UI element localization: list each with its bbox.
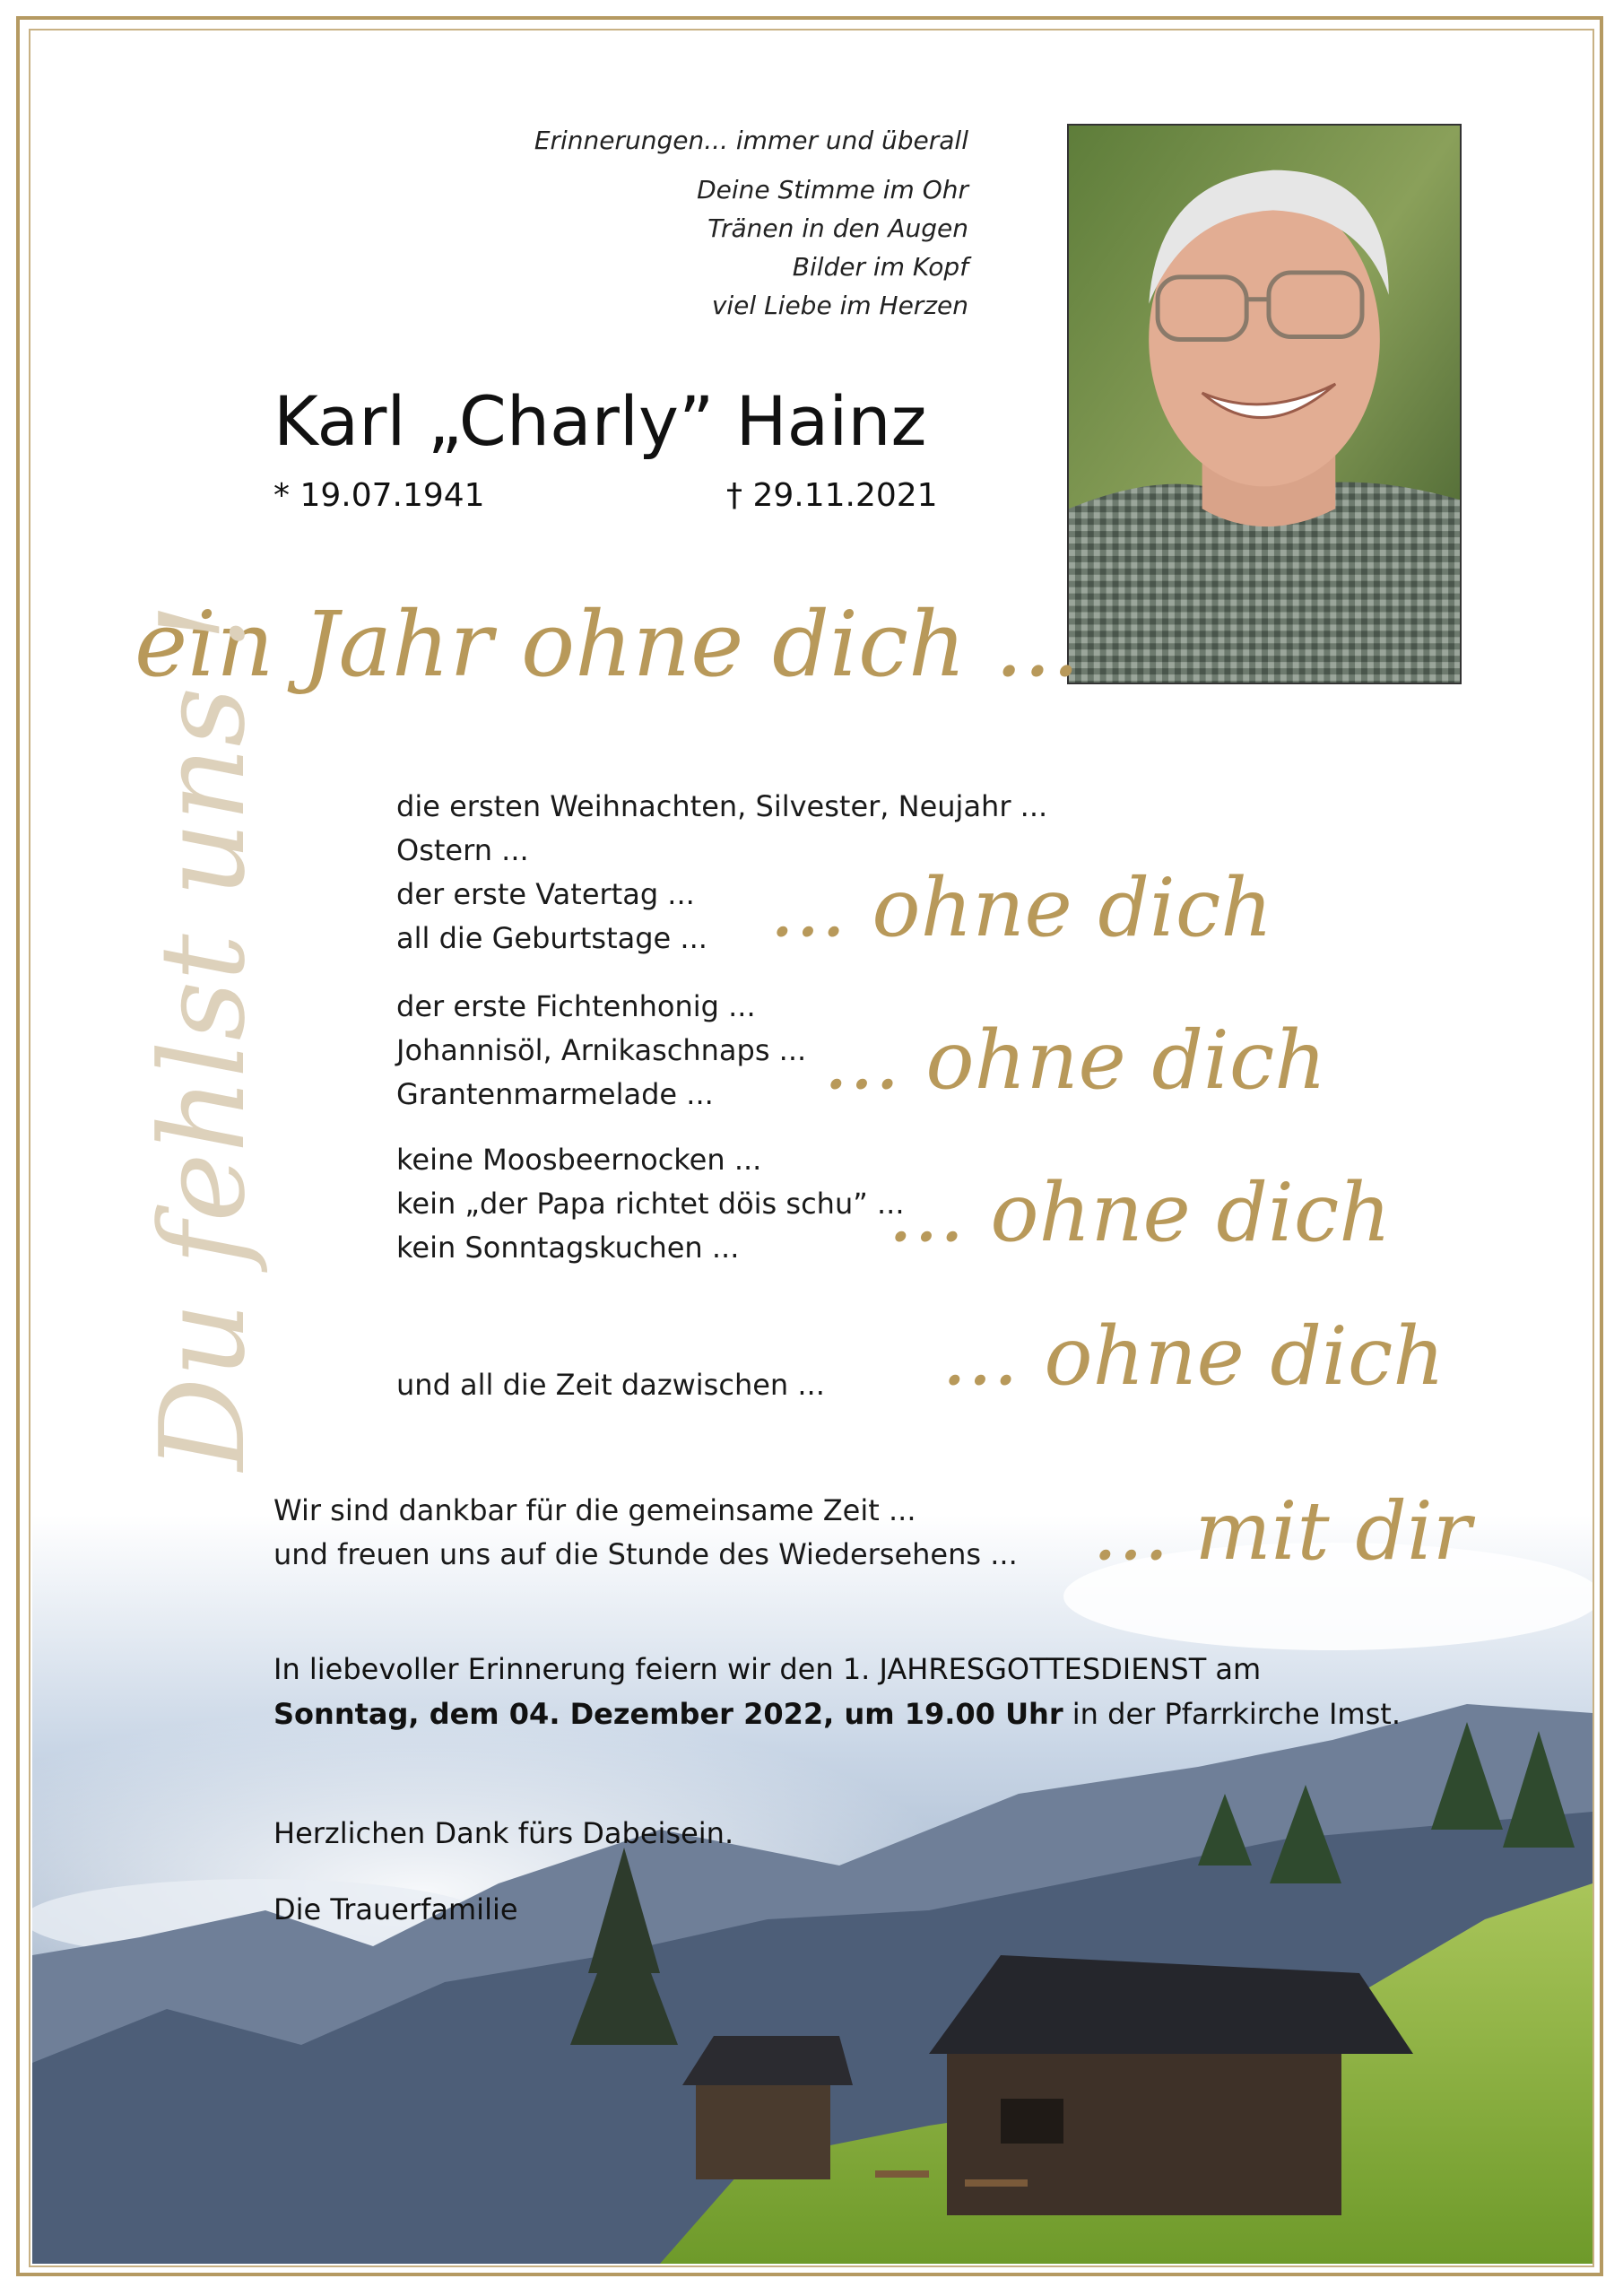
stanza-line: Ostern ... [396,833,529,867]
portrait-photo [1067,124,1462,684]
stanza-4 [396,1363,825,1407]
stanza-line: der erste Fichtenhonig ... [396,989,756,1023]
stanza-2 [396,985,806,1117]
closing-thanks: Herzlichen Dank fürs Dabeisein. [273,1816,734,1850]
birth-date: * 19.07.1941 [273,477,485,514]
mit-dir: ... mit dir [1092,1484,1471,1578]
poem [534,121,968,325]
thanks-line: Wir sind dankbar für die gemeinsame Zeit ... [273,1493,916,1527]
stanza-line: Johannisöl, Arnikaschnaps ... [396,1033,807,1067]
death-date: † 29.11.2021 [726,477,938,514]
deceased-name: Karl „Charly” Hainz [273,381,927,461]
thanks-line: und freuen uns auf die Stunde des Wiedersehens ... [273,1537,1018,1571]
service-location: in der Pfarrkirche Imst. [1063,1697,1401,1731]
ohne-dich-4: ... ohne dich [942,1309,1445,1404]
thanks-text [273,1489,1018,1577]
ohne-dich-1: ... ohne dich [769,861,1273,955]
stanza-line: und all die Zeit dazwischen ... [396,1368,825,1402]
headline: ein Jahr ohne dich ... [135,592,1081,697]
poem-first-line: Erinnerungen... immer und überall [534,126,968,155]
ohne-dich-2: ... ohne dich [823,1013,1327,1108]
service-line-1: In liebevoller Erinnerung feiern wir den 1. JAHRESGOTTESDIENST am [273,1652,1262,1686]
vertical-script: Du fehlst uns ! [135,603,271,1471]
ohne-dich-3: ... ohne dich [888,1166,1392,1260]
stanza-line: kein „der Papa richtet döis schu” ... [396,1187,905,1221]
poem-line: viel Liebe im Herzen [711,291,968,320]
stanza-line: Grantenmarmelade ... [396,1077,714,1111]
stanza-line: keine Moosbeernocken ... [396,1143,762,1177]
stanza-3 [396,1138,904,1270]
service-info [273,1647,1401,1736]
poem-line: Bilder im Kopf [792,252,968,282]
stanza-line: die ersten Weihnachten, Silvester, Neujahr ... [396,789,1048,823]
stanza-line: all die Geburtstage ... [396,921,707,955]
stanza-line: der erste Vatertag ... [396,877,695,911]
closing-family: Die Trauerfamilie [273,1892,518,1926]
service-date: Sonntag, dem 04. Dezember 2022, um 19.00 Uhr [273,1697,1063,1731]
poem-line: Tränen in den Augen [707,213,968,243]
service-line-2 [273,1692,1401,1736]
stanza-line: kein Sonntagskuchen ... [396,1231,740,1265]
poem-line: Deine Stimme im Ohr [697,175,968,204]
